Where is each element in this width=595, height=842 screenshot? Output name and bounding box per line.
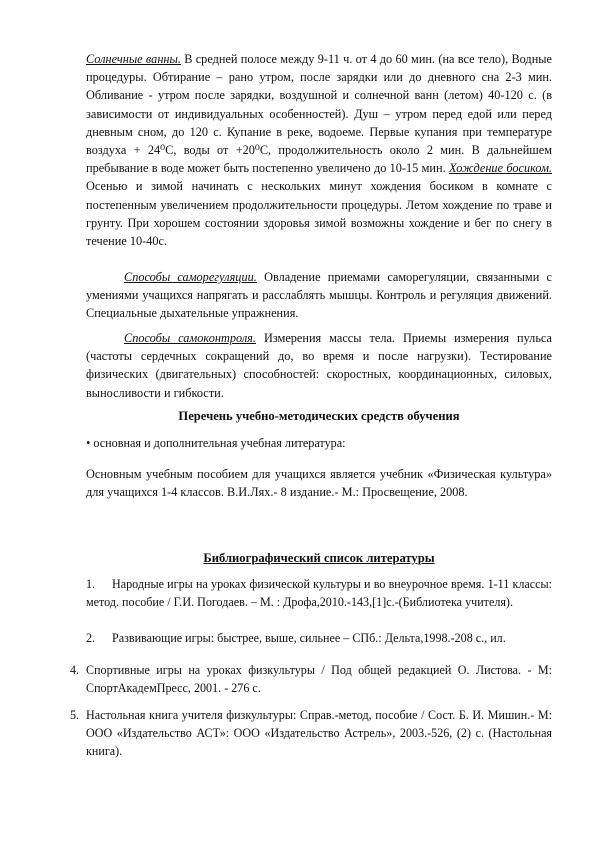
term-barefoot: Хождение босиком. xyxy=(448,161,552,176)
bib-item-4 xyxy=(70,661,552,697)
bib-item-5 xyxy=(70,706,552,761)
bib-item-number: 1. xyxy=(86,577,96,591)
bib-item-number: 5. xyxy=(70,708,80,722)
paragraph-self-control xyxy=(86,329,552,402)
paragraph-text: Осенью и зимой начинать с нескольких минут хождения босиком в комнате с постепенным увеличением продолжительности процедуры. Летом хождение по траве и грунту. При хорошем состоянии здоровья зимой возможны хождение и бег по снегу в течение 10-40с. xyxy=(86,179,552,249)
section-heading-teaching-aids: Перечень учебно-методических средств обучения xyxy=(178,409,460,423)
bib-item-2 xyxy=(86,629,552,647)
bib-item-text: Настольная книга учителя физкультуры: Справ.-метод, пособие / Сост. Б. И. Мишин.- М: ООО «Издательство АСТ»: ООО «Издательство Астрель», 2003.-526, (2) с. (Настольная книга). xyxy=(86,708,552,759)
bullet-literature: • основная и дополнительная учебная литература: xyxy=(86,436,346,450)
term-sun-baths: Солнечные ванны. xyxy=(86,52,181,66)
paragraph-text: Измерения массы тела. Приемы измерения пульса (частоты сердечных сокращений до, во время и после нагрузки). Тестирование физических (двигательных) способностей: скоростных, координационных, силовых, выносливости и гибкости. xyxy=(86,331,552,400)
paragraph-self-regulation xyxy=(86,268,552,323)
bib-item-text: Развивающие игры: быстрее, выше, сильнее – СПб.: Дельта,1998.-208 с., ил. xyxy=(112,631,506,645)
paragraph-main-textbook: Основным учебным пособием для учащихся является учебник «Физическая культура» для учащихся 1-4 классов. В.И.Лях.- 8 издание.- М.: Просвещение, 2008. xyxy=(86,467,552,500)
bib-item-text: Спортивные игры на уроках физкультуры / Под общей редакцией О. Листова. - М: СпортАкадемПресс, 2001. - 276 с. xyxy=(86,663,552,696)
bib-item-text: Народные игры на уроках физической культуры и во внеурочное время. 1-11 классы: метод. пособие / Г.И. Погодаев. – М. : Дрофа,2010.-143,[1]с.-(Библиотека учителя). xyxy=(86,577,552,610)
bib-item-number: 2. xyxy=(86,631,96,645)
term-self-regulation: Способы саморегуляции. xyxy=(124,270,257,284)
paragraph-hardening xyxy=(86,50,552,250)
bib-item-1 xyxy=(86,575,552,611)
bibliography-title: Библиографический список литературы xyxy=(203,551,435,565)
bib-item-number: 4. xyxy=(70,663,80,677)
term-self-control: Способы самоконтроля. xyxy=(124,331,256,345)
paragraph-text: В средней полосе между 9-11 ч. от 4 до 60 мин. (на все тело), Водные процедуры. Обтирание – рано утром, после зарядки или до дневного сна 2-3 мин. Обливание - утром после зарядки, воздушной и солнечной ванн (летом) 40-120 с. (в зависимости от индивидуальных особенностей). Душ – утром перед едой или перед дневным сном, до 120 с. Купание в реке, водоеме. Первые купания при температуре воздуха + 24⁰С, воды от +20⁰С, продолжительность около 2 мин. В дальнейшем пребывание в воде может быть постепенно увеличено до 10-15 мин. xyxy=(86,52,552,176)
section-heading-bibliography xyxy=(86,550,552,567)
paragraph-text: Овладение приемами саморегуляции, связанными с умениями учащихся напрягать и расслаблять мышцы. Контроль и регуляция движений. Специальные дыхательные упражнения. xyxy=(86,270,553,321)
